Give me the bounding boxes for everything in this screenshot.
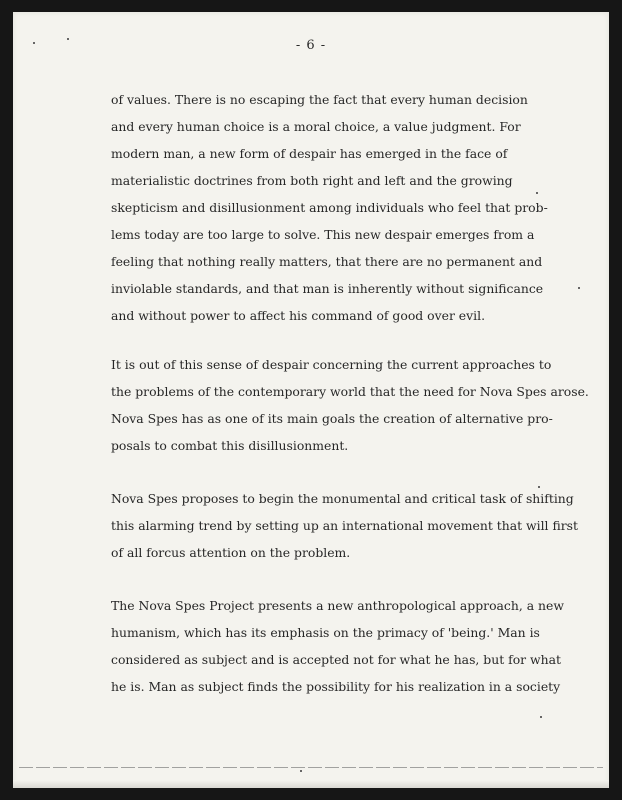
- paragraph-1-line-8: inviolable standards, and that man is inherently without significance: [111, 281, 544, 296]
- scan-speck: [578, 287, 580, 289]
- scan-speck: [540, 716, 542, 718]
- scan-speck: [536, 192, 538, 194]
- paragraph-1-line-2: and every human choice is a moral choice, a value judgment. For: [111, 119, 521, 134]
- paragraph-1-line-4: materialistic doctrines from both right and left and the growing: [111, 173, 513, 188]
- paragraph-2-line-3: Nova Spes has as one of its main goals the creation of alternative pro-: [111, 411, 553, 426]
- paragraph-4-line-1: The Nova Spes Project presents a new anthropological approach, a new: [111, 598, 564, 613]
- paragraph-2-line-2: the problems of the contemporary world that the need for Nova Spes arose.: [111, 384, 589, 399]
- paper-bottom-edge: [13, 780, 609, 788]
- paragraph-4-line-3: considered as subject and is accepted not for what he has, but for what: [111, 652, 561, 667]
- scan-speck: [538, 486, 540, 488]
- paragraph-1-line-1: of values. There is no escaping the fact that every human decision: [111, 92, 528, 107]
- paper-sheet: [13, 12, 609, 788]
- scan-speck: [67, 38, 69, 40]
- bottom-scan-line: [19, 767, 603, 768]
- paragraph-3-line-2: this alarming trend by setting up an international movement that will first: [111, 518, 578, 533]
- paragraph-1-line-9: and without power to affect his command of good over evil.: [111, 308, 486, 323]
- paragraph-2-line-4: posals to combat this disillusionment.: [111, 438, 349, 453]
- page-number: - 6 -: [295, 38, 327, 53]
- paragraph-4-line-2: humanism, which has its emphasis on the primacy of 'being.' Man is: [111, 625, 540, 640]
- paragraph-1-line-7: feeling that nothing really matters, that there are no permanent and: [111, 254, 543, 269]
- paragraph-1-line-5: skepticism and disillusionment among individuals who feel that prob-: [111, 200, 548, 215]
- paragraph-2-line-1: It is out of this sense of despair concerning the current approaches to: [111, 357, 552, 372]
- paragraph-3-line-1: Nova Spes proposes to begin the monumental and critical task of shifting: [111, 491, 574, 506]
- paragraph-1-line-6: lems today are too large to solve. This new despair emerges from a: [111, 227, 535, 242]
- paragraph-3-line-3: of all forcus attention on the problem.: [111, 545, 351, 560]
- scan-speck: [300, 770, 302, 772]
- scan-speck: [33, 42, 35, 44]
- paragraph-4-line-4: he is. Man as subject finds the possibility for his realization in a society: [111, 679, 561, 694]
- paragraph-1-line-3: modern man, a new form of despair has emerged in the face of: [111, 146, 508, 161]
